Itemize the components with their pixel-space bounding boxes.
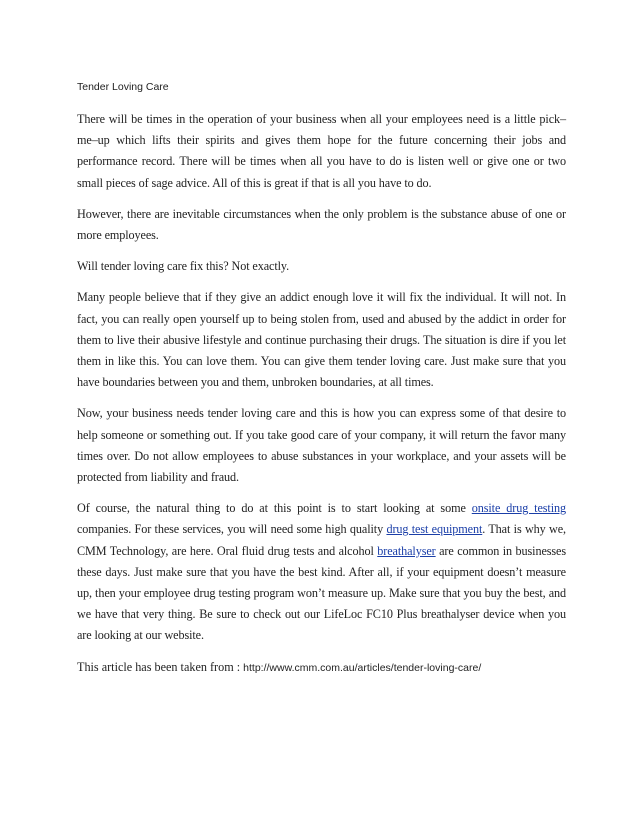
- source-label: This article has been taken from :: [77, 659, 244, 674]
- paragraph-text: Of course, the natural thing to do at this point is to start looking at some: [77, 501, 472, 516]
- paragraph-addict-love: Many people believe that if they give an addict enough love it will fix the individual. It will not. In fact, you can really open yourself up to being stolen from, used and abused by the addict in order for them to live their abusive lifestyle and continue purchasing their drugs. The situation is dire if you let them in like this. You can love them. You can give them tender loving care. Just make sure that you have boundaries between you and them, unbroken boundaries, at all times.: [77, 290, 566, 390]
- drug-test-equipment-link[interactable]: drug test equipment: [386, 522, 483, 537]
- paragraph-question: Will tender loving care fix this? Not exactly.: [77, 259, 290, 274]
- paragraph-text: . That is why we, CMM Technology, are here. Oral fluid drug tests and alcohol: [77, 522, 566, 558]
- paragraph-text: companies. For these services, you will need some high quality: [77, 522, 387, 537]
- source-attribution: [77, 657, 566, 679]
- paragraph-intro: There will be times in the operation of your business when all your employees need is a little pick–me–up which lifts their spirits and gives them hope for the future concerning their jobs and performance record. There will be times when all you have to do is listen well or give one or two small pieces of sage advice. All of this is great if that is all you have to do.: [77, 112, 566, 190]
- onsite-drug-testing-link[interactable]: onsite drug testing: [471, 501, 566, 516]
- source-url: http://www.cmm.com.au/articles/tender-loving-care/: [243, 661, 482, 674]
- paragraph-text: are common in businesses these days. Just make sure that you have the best kind. After all, if your equipment doesn’t measure up, then your employee drug testing program won’t measure up. Make sure that you buy the best, and we have that very thing. Be sure to check out our LifeLoc FC10 Plus breathalyser device when you are looking at our website.: [77, 543, 566, 643]
- paragraph-substance-abuse: However, there are inevitable circumstances when the only problem is the substance abuse of one or more employees.: [77, 206, 566, 243]
- breathalyser-link[interactable]: breathalyser: [377, 543, 436, 558]
- paragraph-business-care: Now, your business needs tender loving care and this is how you can express some of that desire to help someone or something out. If you take good care of your company, it will return the favor many times over. Do not allow employees to abuse substances in your workplace, and your assets will be protected from liability and fraud.: [77, 406, 566, 485]
- document-title: Tender Loving Care: [77, 81, 169, 93]
- paragraph-drug-testing: [77, 498, 566, 646]
